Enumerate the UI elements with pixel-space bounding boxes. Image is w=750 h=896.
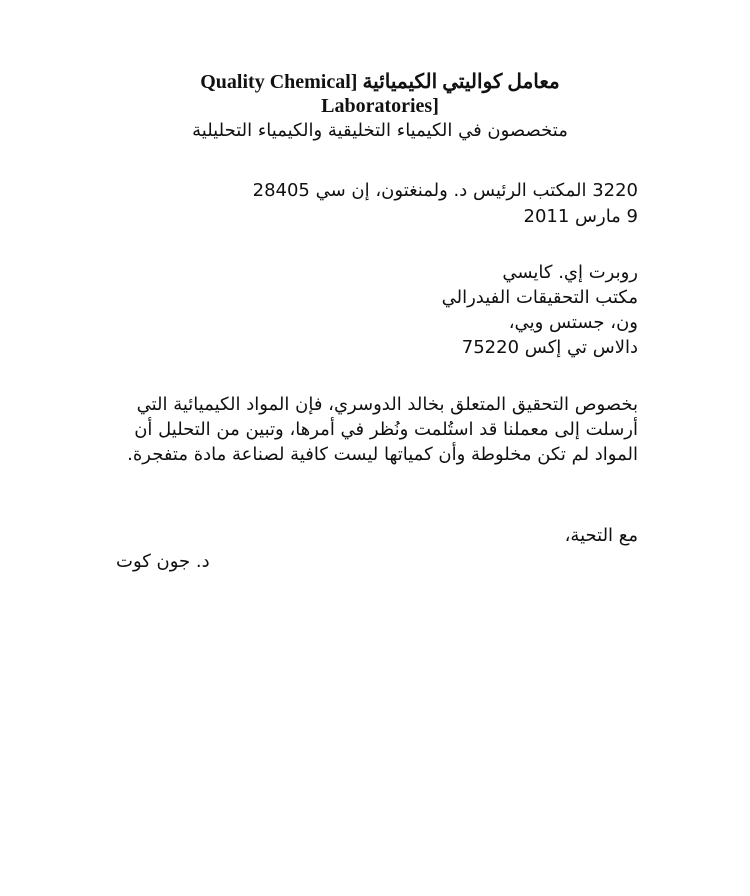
company-name bbox=[120, 70, 640, 118]
sender-address: 3220 المكتب الرئيس د. ولمنغتون، إن سي 28405 bbox=[252, 180, 638, 201]
body-line-2: أرسلت إلى معملنا قد استُلمت ونُظر في أمرها، وتبين من التحليل أن bbox=[134, 419, 638, 440]
closing-block bbox=[565, 523, 638, 549]
recipient-city: دالاس تي إكس 75220 bbox=[461, 337, 638, 358]
company-name-line2: [Laboratories bbox=[321, 95, 439, 117]
signature-name: د. جون كوت bbox=[116, 551, 210, 572]
body-line-1: بخصوص التحقيق المتعلق بخالد الدوسري، فإن المواد الكيميائية التي bbox=[136, 394, 638, 415]
recipient-organization: مكتب التحقيقات الفيدرالي bbox=[441, 287, 638, 308]
signature bbox=[116, 549, 210, 575]
letter-body bbox=[108, 392, 638, 467]
recipient-name: روبرت إي. كايسي bbox=[502, 262, 638, 283]
salutation: مع التحية، bbox=[564, 525, 638, 546]
letterhead bbox=[120, 70, 640, 144]
letter-date: 9 مارس 2011 bbox=[523, 206, 638, 227]
company-name-line1: معامل كواليتي الكيميائية [Quality Chemical bbox=[200, 71, 560, 93]
recipient-street: ون، جستس ويي، bbox=[508, 312, 638, 333]
company-specialty: متخصصون في الكيمياء التخليقية والكيمياء التحليلية bbox=[192, 120, 568, 141]
body-line-3: المواد لم تكن مخلوطة وأن كمياتها ليست كافية لصناعة مادة متفجرة. bbox=[127, 444, 638, 465]
recipient-block bbox=[442, 260, 638, 360]
sender-block bbox=[253, 178, 638, 230]
